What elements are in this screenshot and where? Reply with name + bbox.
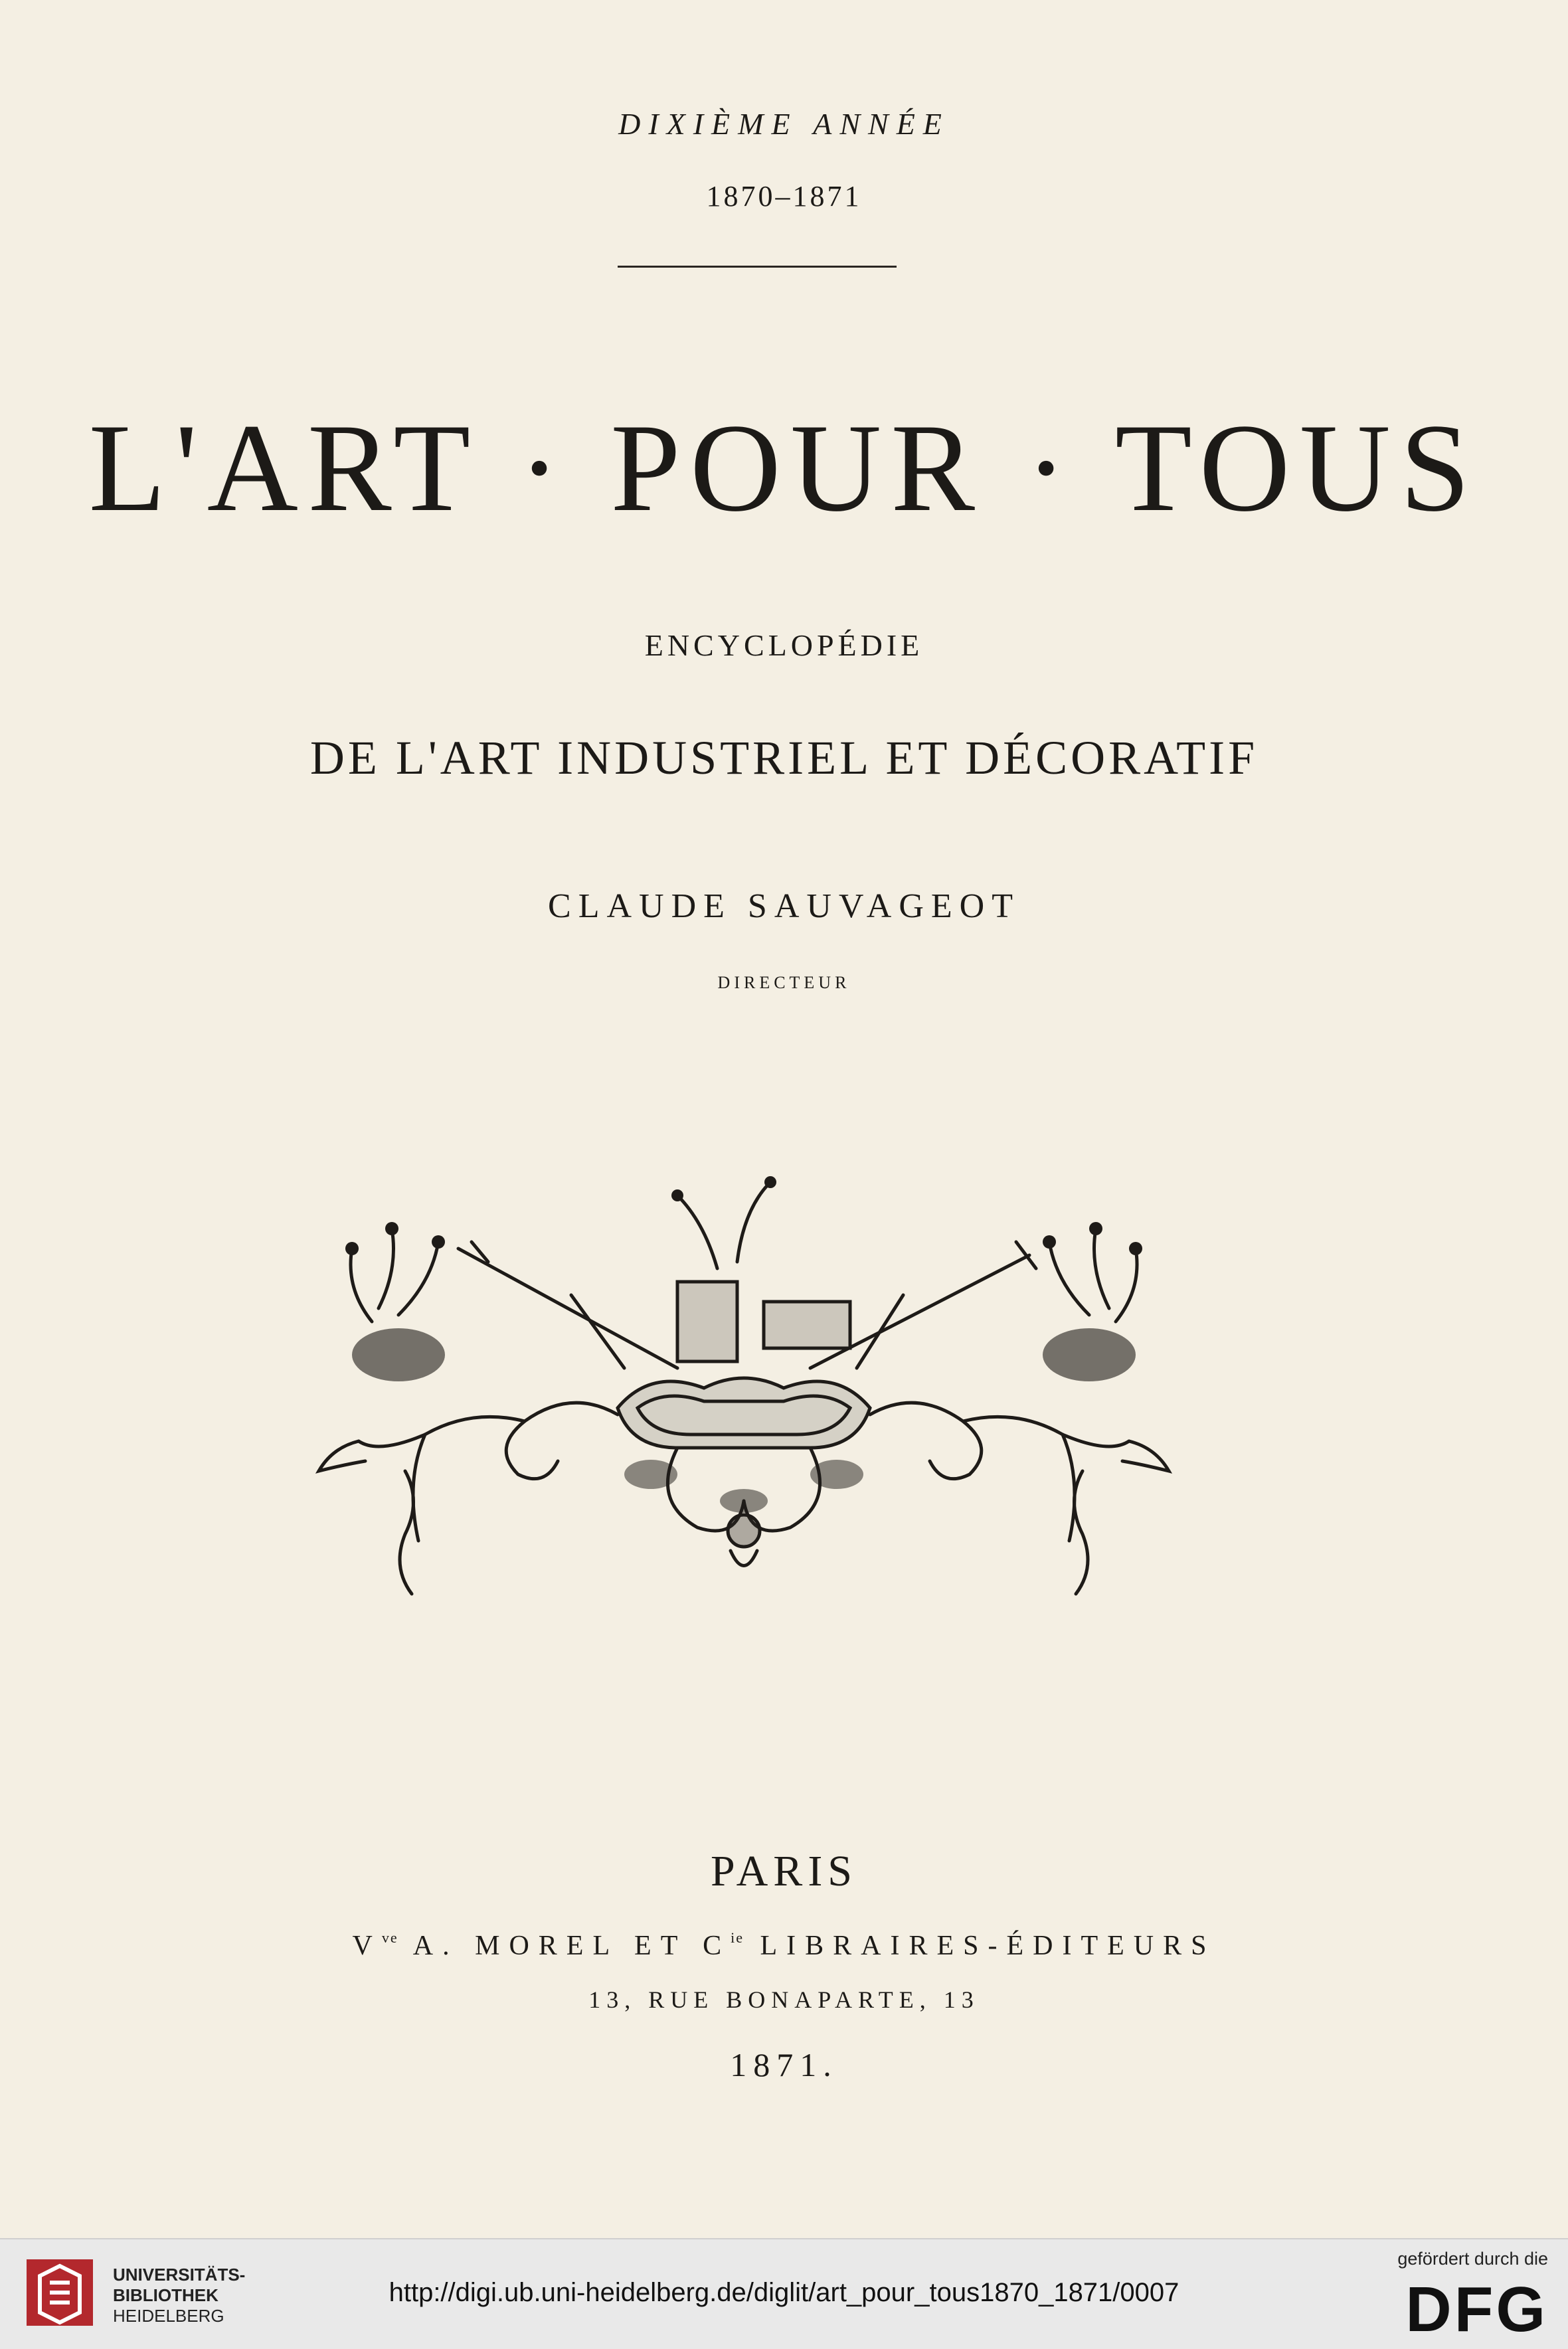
dfg-logo: DFG <box>1405 2274 1548 2345</box>
library-name-line2: BIBLIOTHEK <box>113 2285 218 2305</box>
author-name: CLAUDE SAUVAGEOT <box>548 887 1020 925</box>
imprint-year: 1871. <box>730 2046 838 2083</box>
imprint-address: 13, RUE BONAPARTE, 13 <box>588 1986 980 2013</box>
publisher-prefix-sup: ve <box>381 1929 398 1946</box>
funding-caption: gefördert durch die <box>1397 2249 1548 2269</box>
publisher-suffix: LIBRAIRES-ÉDITEURS <box>760 1931 1216 1961</box>
author-role: DIRECTEUR <box>717 973 851 992</box>
publisher-name: A. MOREL ET C <box>412 1931 731 1961</box>
library-name-line3: HEIDELBERG <box>113 2306 224 2326</box>
publisher-prefix: V <box>352 1931 382 1961</box>
subtitle: DE L'ART INDUSTRIEL ET DÉCORATIF <box>309 731 1259 784</box>
genre-label: ENCYCLOPÉDIE <box>644 628 924 662</box>
imprint-city: PARIS <box>710 1847 858 1895</box>
library-name-line1: UNIVERSITÄTS- <box>113 2265 246 2285</box>
imprint-publisher <box>0 1929 1568 1962</box>
volume-years: 1870–1871 <box>706 180 862 213</box>
digitization-footer <box>0 2238 1568 2349</box>
divider-rule <box>618 266 897 268</box>
permalink-url[interactable]: http://digi.ub.uni-heidelberg.de/diglit/art_pour_tous1870_1871/0007 <box>389 2278 1179 2307</box>
ornamental-vignette-icon <box>305 1169 1182 1601</box>
publisher-name-sup: ie <box>731 1929 744 1946</box>
main-title: L'ART · POUR · TOUS <box>88 398 1480 538</box>
volume-label: DIXIÈME ANNÉE <box>618 107 950 141</box>
